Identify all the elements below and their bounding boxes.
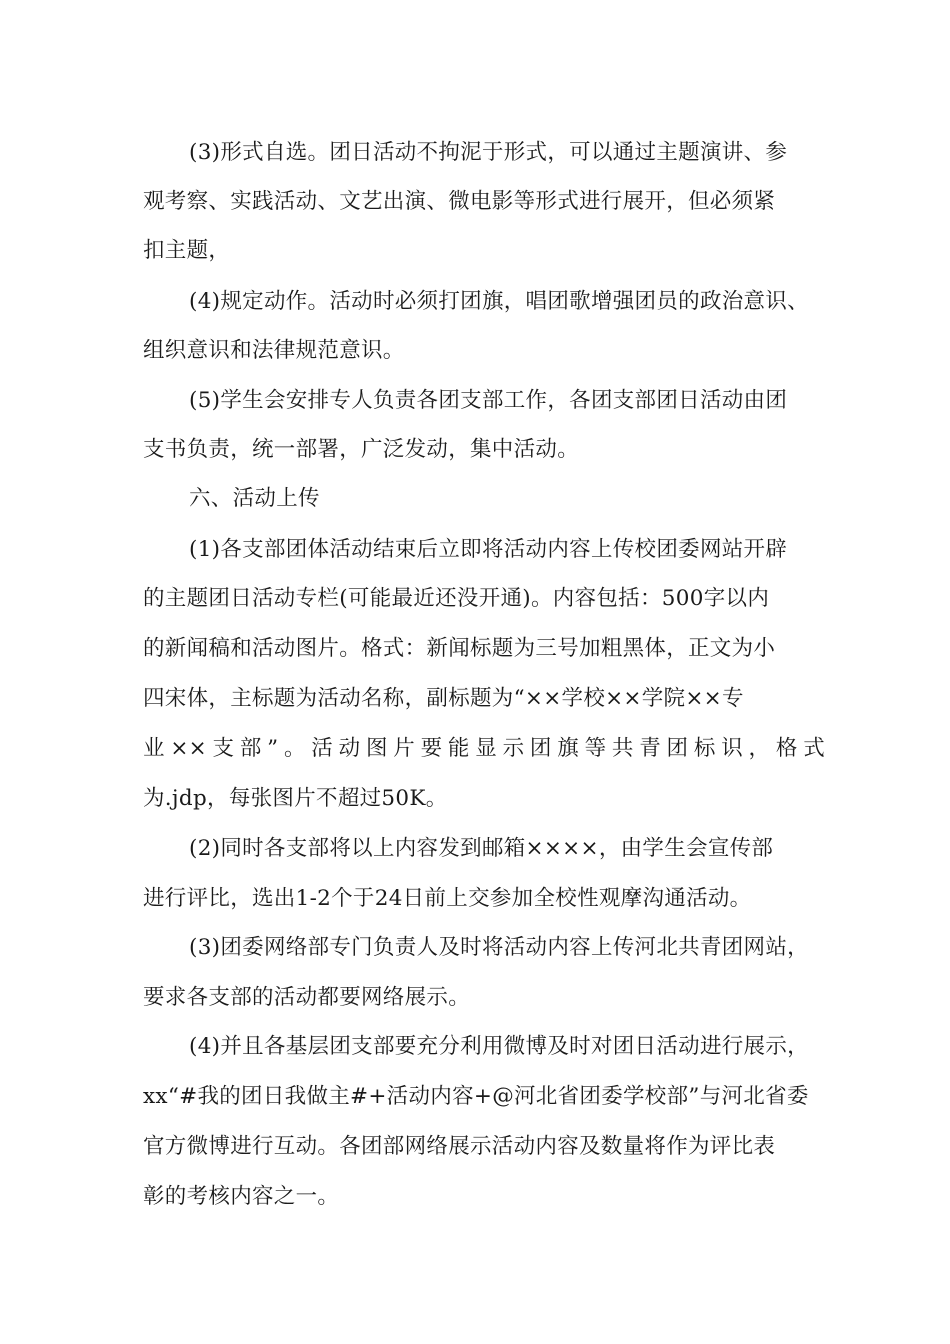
paragraph-line: 支书负责，统一部署，广泛发动，集中活动。	[143, 437, 580, 462]
paragraph-line: 进行评比，选出1-2个于24日前上交参加全校性观摩沟通活动。	[143, 886, 752, 911]
paragraph-line: 的主题团日活动专栏(可能最近还没开通)。内容包括：500字以内	[143, 586, 770, 611]
paragraph-line: 业××支部”。活动图片要能显示团旗等共青团标识，格式	[143, 736, 825, 761]
paragraph-line: 要求各支部的活动都要网络展示。	[143, 985, 471, 1010]
paragraph-line: 的新闻稿和活动图片。格式：新闻标题为三号加粗黑体，正文为小	[143, 636, 776, 661]
paragraph-line: xx“#我的团日我做主#+活动内容+@河北省团委学校部”与河北省委	[143, 1084, 809, 1109]
paragraph-line: 彰的考核内容之一。	[143, 1184, 340, 1209]
paragraph-line: 观考察、实践活动、文艺出演、微电影等形式进行展开，但必须紧	[143, 189, 776, 214]
section-heading: 六、活动上传	[189, 486, 320, 511]
paragraph-line: (2)同时各支部将以上内容发到邮箱××××，由学生会宣传部	[189, 836, 774, 861]
paragraph-line: (1)各支部团体活动结束后立即将活动内容上传校团委网站开辟	[189, 537, 788, 562]
paragraph-line: (4)并且各基层团支部要充分利用微博及时对团日活动进行展示，	[189, 1034, 809, 1059]
paragraph-line: (3)团委网络部专门负责人及时将活动内容上传河北共青团网站，	[189, 935, 809, 960]
paragraph-line: 扣主题，	[143, 238, 231, 263]
paragraph-line: 组织意识和法律规范意识。	[143, 338, 405, 363]
paragraph-line: 官方微博进行互动。各团部网络展示活动内容及数量将作为评比表	[143, 1134, 776, 1159]
paragraph-line: 四宋体，主标题为活动名称，副标题为“××学校××学院××专	[143, 686, 744, 711]
paragraph-line: 为.jdp，每张图片不超过50K。	[143, 786, 448, 811]
paragraph-line: (3)形式自选。团日活动不拘泥于形式，可以通过主题演讲、参	[189, 140, 788, 165]
paragraph-line: (4)规定动作。活动时必须打团旗，唱团歌增强团员的政治意识、	[189, 289, 809, 314]
paragraph-line: (5)学生会安排专人负责各团支部工作，各团支部团日活动由团	[189, 388, 788, 413]
